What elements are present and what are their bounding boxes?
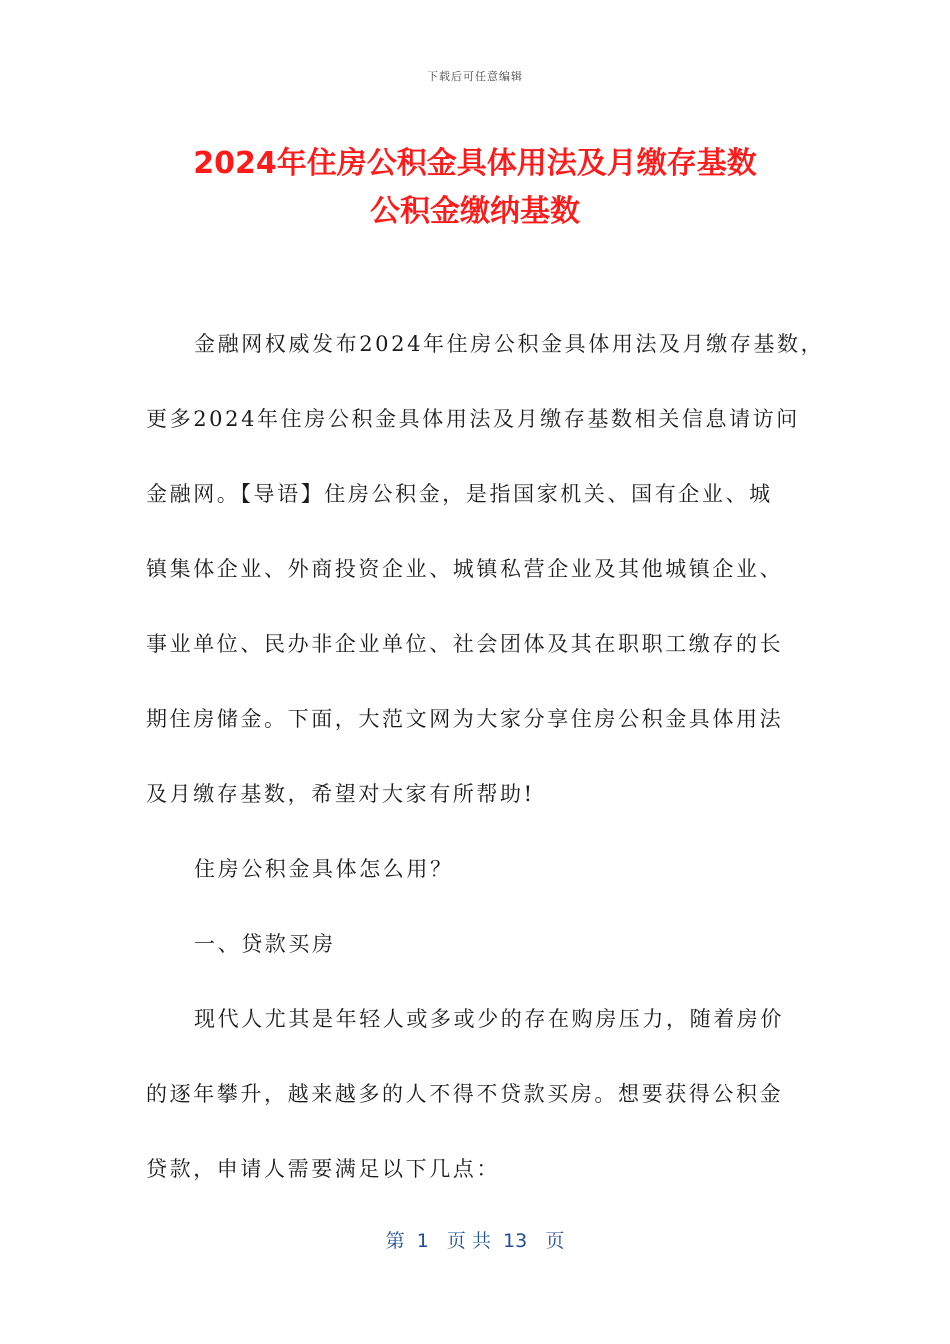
page-header-watermark: 下载后可任意编辑 [427, 70, 523, 83]
document-title-line-1: 2024年住房公积金具体用法及月缴存基数 [193, 146, 757, 181]
paragraph-line: 镇集体企业、外商投资企业、城镇私营企业及其他城镇企业、 [146, 557, 784, 581]
paragraph-line: 事业单位、民办非企业单位、社会团体及其在职职工缴存的长 [146, 632, 784, 656]
paragraph-line: 贷款，申请人需要满足以下几点： [146, 1157, 500, 1181]
page-number-footer: 第 1 页 共 13 页 [385, 1230, 565, 1252]
paragraph-line: 现代人尤其是年轻人或多或少的存在购房压力，随着房价 [194, 1007, 784, 1031]
document-body [146, 318, 826, 1218]
section-heading: 一、贷款买房 [194, 932, 336, 956]
paragraph-line: 金融网。【导语】住房公积金，是指国家机关、国有企业、城 [146, 482, 773, 506]
section-question: 住房公积金具体怎么用？ [194, 857, 454, 881]
paragraph-line: 期住房储金。下面，大范文网为大家分享住房公积金具体用法 [146, 707, 784, 731]
paragraph-line: 金融网权威发布2024年住房公积金具体用法及月缴存基数， [194, 332, 825, 356]
paragraph-line: 及月缴存基数，希望对大家有所帮助! [146, 782, 535, 806]
document-title-line-2: 公积金缴纳基数 [370, 194, 580, 229]
paragraph-line: 的逐年攀升，越来越多的人不得不贷款买房。想要获得公积金 [146, 1082, 784, 1106]
paragraph-line: 更多2024年住房公积金具体用法及月缴存基数相关信息请访问 [146, 407, 800, 431]
document-title [60, 140, 890, 236]
